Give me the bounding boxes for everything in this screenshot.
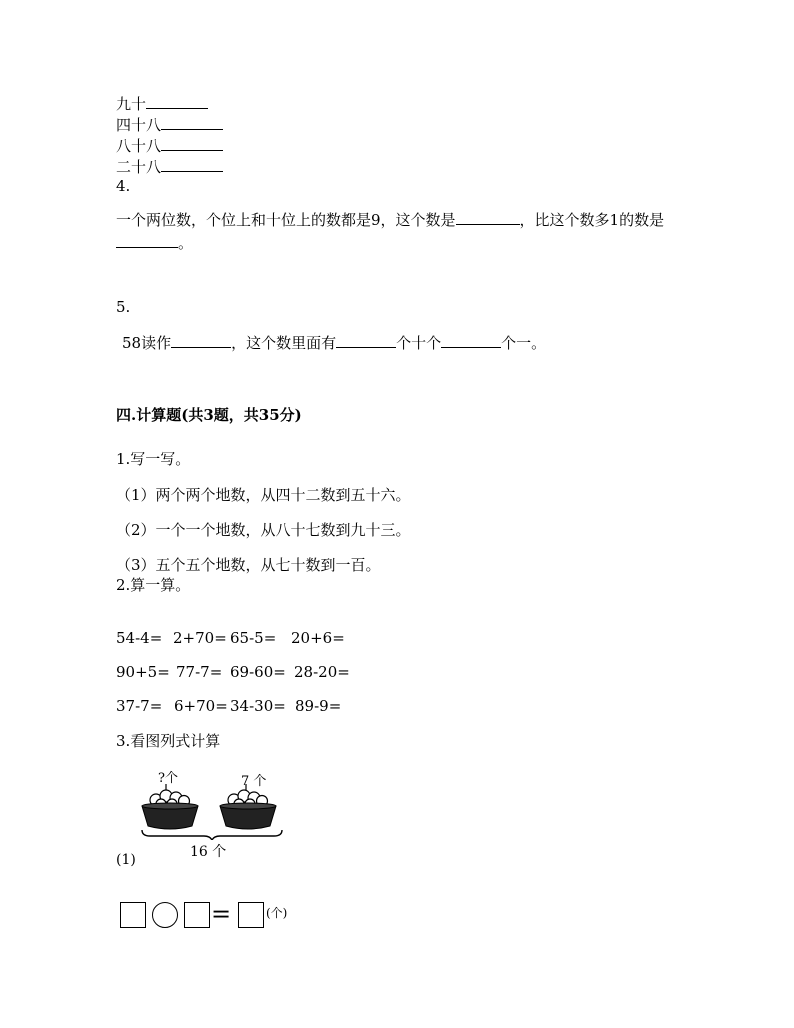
problem-1-item: （1）两个两个地数，从四十二数到五十六。 <box>116 486 411 504</box>
fill-label: 二十八 <box>116 158 162 176</box>
equation: 89-9= <box>295 697 342 715</box>
section-title: 四.计算题(共3题，共35分) <box>116 406 302 424</box>
equation: 20+6= <box>291 629 345 647</box>
total-brace-icon <box>142 830 282 840</box>
equation: 37-7= <box>116 697 163 715</box>
equation: 69-60= <box>230 663 286 681</box>
question-4-line2: 。 <box>116 233 193 252</box>
fill-line-1 <box>116 94 208 113</box>
equals-sign: = <box>211 900 232 928</box>
total-count-label: 16 个 <box>190 844 227 860</box>
problem-1-item: （2）一个一个地数，从八十七数到九十三。 <box>116 521 411 539</box>
fill-line-3 <box>116 136 223 155</box>
answer-box[interactable] <box>184 902 210 928</box>
equation: 34-30= <box>230 697 286 715</box>
problem-3-title: 3.看图列式计算 <box>116 732 221 750</box>
answer-blank[interactable] <box>441 333 501 348</box>
answer-blank[interactable] <box>456 210 520 225</box>
answer-blank[interactable] <box>336 333 396 348</box>
fill-label: 九十 <box>116 95 147 113</box>
unknown-count-label: ?个 <box>158 771 178 786</box>
answer-blank[interactable] <box>161 157 223 172</box>
equation: 77-7= <box>176 663 223 681</box>
right-basket-icon <box>220 784 276 829</box>
fill-label: 八十八 <box>116 137 162 155</box>
answer-blank[interactable] <box>161 136 223 151</box>
answer-blank[interactable] <box>116 233 178 248</box>
answer-blank[interactable] <box>171 333 231 348</box>
equation: 90+5= <box>116 663 170 681</box>
fill-line-4 <box>116 157 223 176</box>
equation: 28-20= <box>294 663 350 681</box>
operator-circle[interactable] <box>152 902 178 928</box>
problem-2-title: 2.算一算。 <box>116 576 191 594</box>
answer-blank[interactable] <box>161 115 223 130</box>
answer-blank[interactable] <box>146 94 208 109</box>
question-4-line1: 一个两位数，个位上和十位上的数都是9，这个数是 ，比这个数多1的数是 <box>116 211 665 229</box>
fill-line-2 <box>116 115 223 134</box>
unit-label: (个) <box>266 906 288 920</box>
problem-1-title: 1.写一写。 <box>116 450 191 468</box>
sub-question-label: (1) <box>116 852 136 868</box>
question-5-line: 58读作 ，这个数里面有 个十个 个一。 <box>122 334 547 352</box>
baskets-illustration <box>136 784 296 840</box>
question-5-number: 5. <box>116 298 131 316</box>
equation: 54-4= <box>116 629 163 647</box>
left-basket-icon <box>142 784 198 829</box>
equation: 6+70= <box>174 697 228 715</box>
answer-box[interactable] <box>238 902 264 928</box>
equation: 65-5= <box>230 629 277 647</box>
problem-1-item: （3）五个五个地数，从七十数到一百。 <box>116 556 381 574</box>
equation: 2+70= <box>173 629 227 647</box>
question-4-number: 4. <box>116 177 131 195</box>
fill-label: 四十八 <box>116 116 162 134</box>
known-count-label: 7 个 <box>241 774 267 789</box>
answer-box[interactable] <box>120 902 146 928</box>
